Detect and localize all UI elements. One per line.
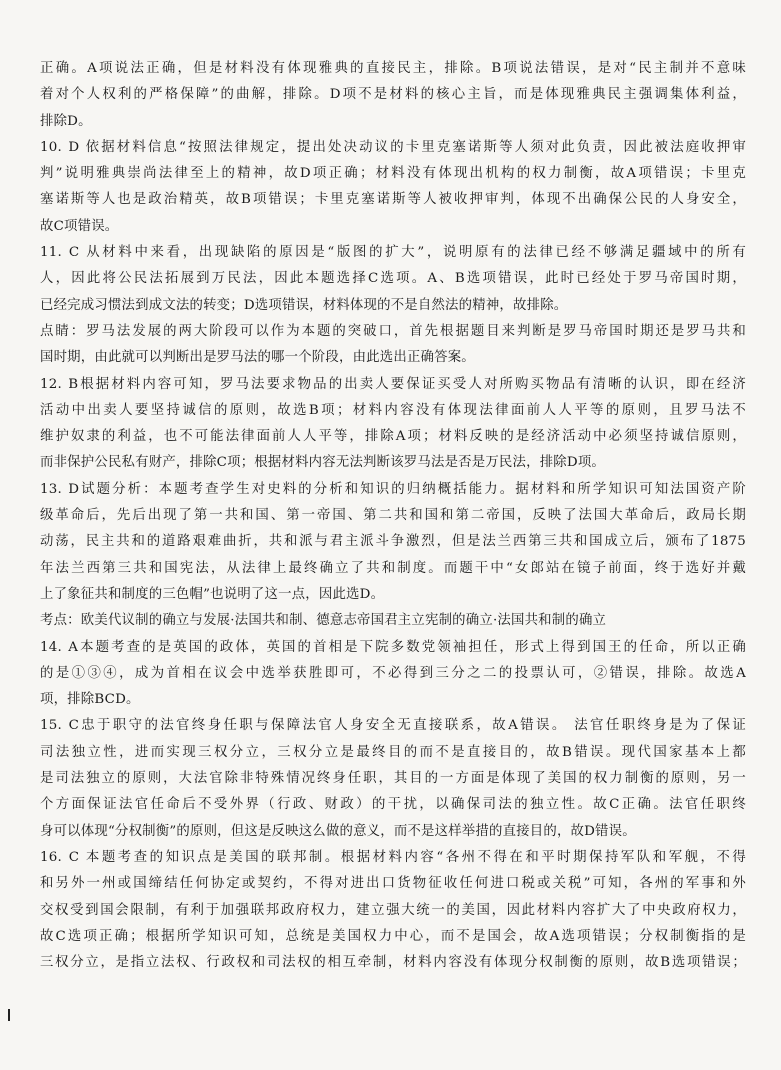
text-line: 个方面保证法官任命后不受外界（行政、财政）的干扰，以确保司法的独立性。故C正确。法官任职终 <box>40 797 746 813</box>
text-line: 塞诺斯等人也是政治精英，故B项错误；卡里克塞诺斯等人被收押审判，体现不出确保公民的人身安全， <box>40 192 746 208</box>
text-line: 已经完成习惯法到成文法的转变；D选项错误，材料体现的不是自然法的精神，故排除。 <box>40 297 568 313</box>
text-line: 身可以体现“分权制衡”的原则，但这是反映这么做的意义，而不是这样举措的直接目的，故D错误。 <box>40 823 636 839</box>
text-line: 而非保护公民私有财产，排除C项；根据材料内容无法判断该罗马法是否是万民法，排除D项。 <box>40 455 606 471</box>
text-line: 16. C 本题考查的知识点是美国的联邦制。根据材料内容“各州不得在和平时期保持军队和军舰，不得 <box>40 849 746 865</box>
text-line: 点睛：罗马法发展的两大阶段可以作为本题的突破口，首先根据题目来判断是罗马帝国时期还是罗马共和 <box>40 323 746 339</box>
text-line: 故C选项正确；根据所学知识可知，总统是美国权力中心，而不是国会，故A选项错误；分权制衡指的是 <box>40 928 746 944</box>
text-line: 维护奴隶的利益，也不可能法律面前人人平等，排除A项；材料反映的是经济活动中必须坚持诚信原则， <box>40 429 746 445</box>
text-line: 14. A本题考查的是英国的政体，英国的首相是下院多数党领袖担任，形式上得到国王的任命，所以正确 <box>40 639 746 655</box>
text-line: 级革命后，先后出现了第一共和国、第一帝国、第二共和国和第二帝国，反映了法国大革命后，政局长期 <box>40 508 746 524</box>
text-line: 故C项错误。 <box>40 218 119 234</box>
text-line: 10. D 依据材料信息“按照法律规定，提出处决动议的卡里克塞诺斯等人须对此负责，因此被法庭收押审 <box>40 139 746 155</box>
text-line: 和另外一州或国缔结任何协定或契约，不得对进出口货物征收任何进口税或关税”可知，各州的军事和外 <box>40 876 746 892</box>
text-line: 项，排除BCD。 <box>40 692 140 708</box>
text-line: 三权分立，是指立法权、行政权和司法权的相互牵制，材料内容没有体现分权制衡的原则，故B选项错误； <box>40 955 746 971</box>
text-line: 着对个人权利的严格保障”的曲解，排除。D项不是材料的核心主旨，而是体现雅典民主强调集体利益， <box>40 87 746 103</box>
text-line: 动荡，民主共和的道路艰难曲折，共和派与君主派斗争激烈，但是法兰西第三共和国成立后，颁布了1875 <box>40 534 746 550</box>
text-line: 交权受到国会限制，有利于加强联邦政府权力，建立强大统一的美国，因此材料内容扩大了中央政府权力， <box>40 902 746 918</box>
text-line: 判”说明雅典崇尚法律至上的精神，故D项正确；材料没有体现出机构的权力制衡，故A项错误；卡里克 <box>40 166 746 182</box>
text-line: 考点：欧美代议制的确立与发展·法国共和制、德意志帝国君主立宪制的确立·法国共和制的确立 <box>40 613 607 629</box>
text-line: 年法兰西第三共和国宪法，从法律上最终确立了共和制度。而题干中“女郎站在镜子前面，终于选好并戴 <box>40 560 746 576</box>
text-line: 上了象征共和制度的三色帽”也说明了这一点，因此选D。 <box>40 586 385 602</box>
text-line: 15. C忠于职守的法官终身任职与保障法官人身安全无直接联系，故A错误。 法官任职终身是为了保证 <box>40 718 746 734</box>
page-edge-mark <box>8 1009 10 1021</box>
text-line: 12. B根据材料内容可知，罗马法要求物品的出卖人要保证买受人对所购买物品有清晰的认识，即在经济 <box>40 376 746 392</box>
text-line: 正确。A项说法正确，但是材料没有体现雅典的直接民主，排除。B项说法错误，是对“民主制并不意味 <box>40 61 746 76</box>
text-line: 国时期，由此就可以判断出是罗马法的哪一个阶段，由此选出正确答案。 <box>40 350 475 366</box>
text-line: 司法独立性，进而实现三权分立，三权分立是最终目的而不是直接目的，故B错误。现代国家基本上都 <box>40 744 746 760</box>
text-line: 人，因此将公民法拓展到万民法，因此本题选择C选项。A、B选项错误，此时已经处于罗马帝国时期， <box>40 271 746 287</box>
answer-explanation-page <box>40 56 746 976</box>
text-line: 排除D。 <box>40 113 92 129</box>
text-line: 活动中出卖人要坚持诚信的原则，故选B项；材料内容没有体现法律面前人人平等的原则，且罗马法不 <box>40 402 746 418</box>
text-line: 11. C 从材料中来看，出现缺陷的原因是“版图的扩大”，说明原有的法律已经不够满足疆域中的所有 <box>40 245 746 261</box>
text-line: 是司法独立的原则，大法官除非特殊情况终身任职，其目的一方面是体现了美国的权力制衡的原则，另一 <box>40 771 746 787</box>
text-line: 的是①③④，成为首相在议会中选举获胜即可，不必得到三分之二的投票认可，②错误，排除。故选A <box>40 665 746 681</box>
text-line: 13. D试题分析：本题考查学生对史料的分析和知识的归纳概括能力。据材料和所学知识可知法国资产阶 <box>40 481 746 497</box>
